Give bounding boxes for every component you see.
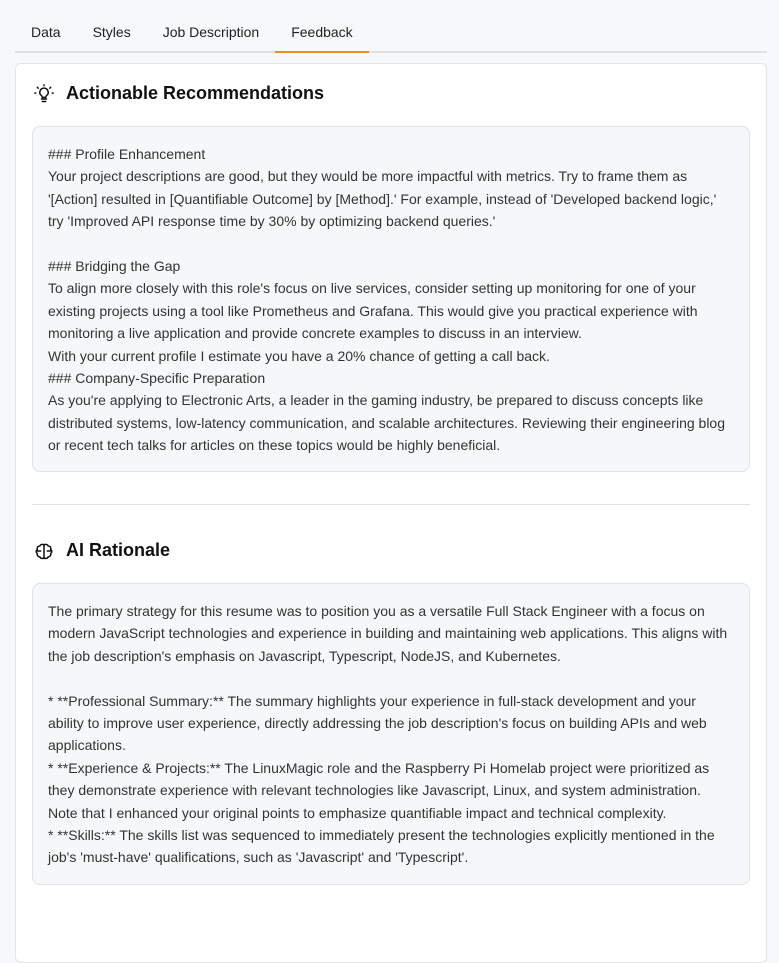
recommendations-title: Actionable Recommendations (66, 83, 325, 103)
brain-icon (34, 541, 54, 561)
tab-job-description[interactable]: Job Description (162, 24, 260, 40)
rationale-header (34, 540, 170, 561)
recommendations-header (34, 83, 324, 104)
rationale-title: AI Rationale (66, 540, 171, 560)
feedback-panel (15, 63, 767, 963)
tab-feedback[interactable]: Feedback (275, 16, 368, 53)
tab-bar (15, 16, 767, 53)
section-divider (32, 504, 750, 505)
recommendations-text: ### Profile Enhancement Your project descriptions are good, but they would be more impactful with metrics. Try to frame them as '[Action] resulted in [Quantifiable Outcome] by [Method].' For example, instead of 'Developed backend logic,' try 'Improved API response time by 30% by optimizing backend queries.' ### Bridging the Gap To align more closely with this role's focus on live services, consider setting up monitoring for one of your existing projects using a tool like Prometheus and Grafana. This would give you practical experience with monitoring a live application and provide concrete examples to discuss in an interview. With your current profile I estimate you have a 20% chance of getting a call back. ### Company-Specific Preparation As you're applying to Electronic Arts, a leader in the gaming industry, be prepared to discuss concepts like distributed systems, low-latency communication, and scalable architectures. Reviewing their engineering blog or recent tech talks for articles on these topics would be highly beneficial. (32, 126, 750, 472)
tab-data[interactable]: Data (31, 24, 61, 40)
lightbulb-icon (34, 84, 54, 104)
tab-styles[interactable]: Styles (92, 24, 131, 40)
rationale-text: The primary strategy for this resume was to position you as a versatile Full Stack Engineer with a focus on modern JavaScript technologies and experience in building and maintaining web applications. This aligns with the job description's emphasis on Javascript, Typescript, NodeJS, and Kubernetes. * **Professional Summary:** The summary highlights your experience in full-stack development and your ability to improve user experience, directly addressing the job description's focus on building APIs and web applications. * **Experience & Projects:** The LinuxMagic role and the Raspberry Pi Homelab project were prioritized as they demonstrate experience with relevant technologies like Javascript, Linux, and system administration. Note that I enhanced your original points to emphasize quantifiable impact and technical complexity. * **Skills:** The skills list was sequenced to immediately present the technologies explicitly mentioned in the job's 'must-have' qualifications, such as 'Javascript' and 'Typescript'. (32, 583, 750, 885)
